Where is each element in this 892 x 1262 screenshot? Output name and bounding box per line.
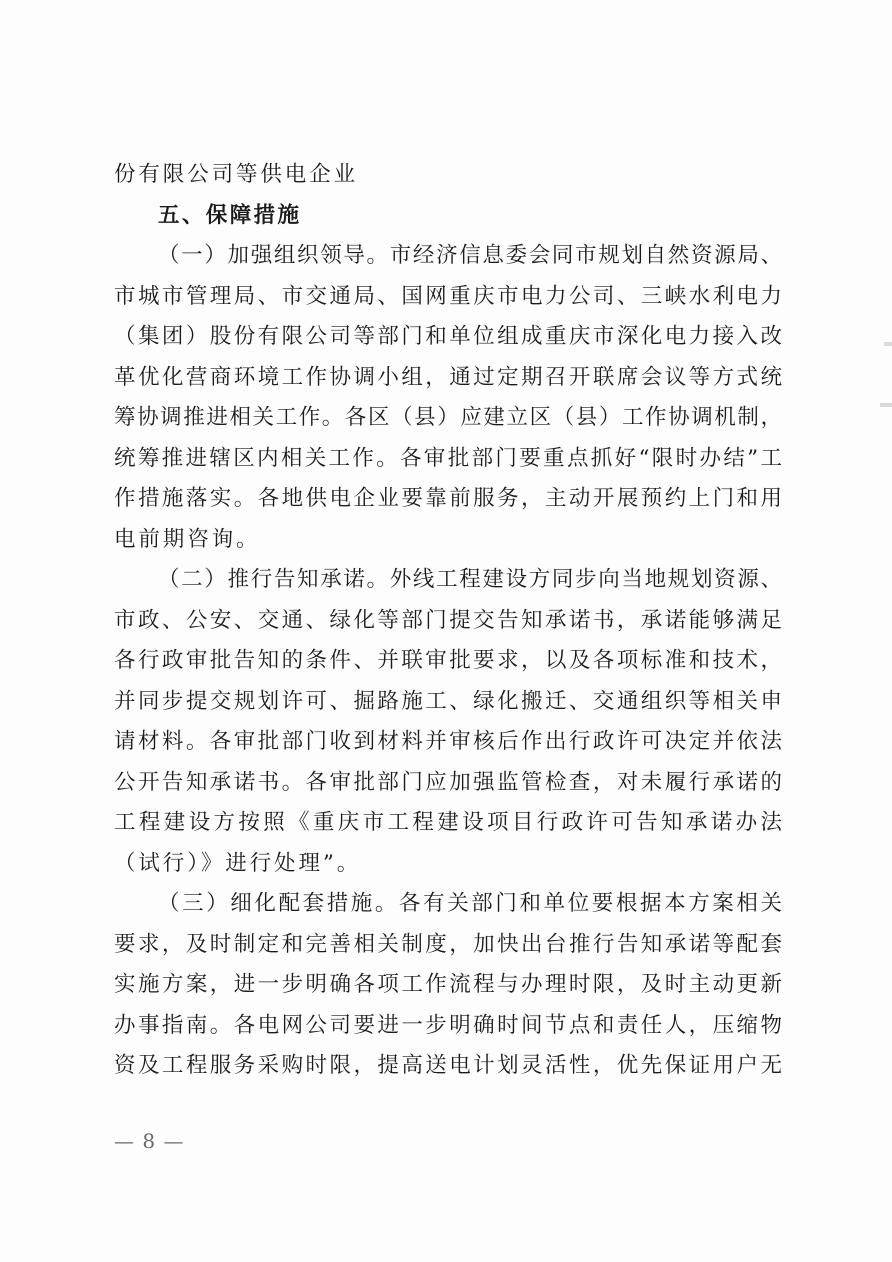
scan-edge-mark <box>884 342 892 346</box>
paragraph-line: 革优化营商环境工作协调小组，通过定期召开联席会议等方式统 <box>114 364 782 390</box>
paragraph-line: 公开告知承诺书。各审批部门应加强监管检查，对未履行承诺的 <box>114 769 782 795</box>
text-line: 份有限公司等供电企业 <box>114 162 359 187</box>
scan-edge-mark <box>880 403 892 407</box>
paragraph-line: 电前期咨询。 <box>114 526 261 552</box>
paragraph-line: 市政、公安、交通、绿化等部门提交告知承诺书，承诺能够满足 <box>114 607 782 633</box>
body-text <box>114 155 782 1087</box>
paragraph-line: 统筹推进辖区内相关工作。各审批部门要重点抓好“限时办结”工 <box>114 445 782 471</box>
paragraph-line: 并同步提交规划许可、掘路施工、绿化搬迁、交通组织等相关申 <box>114 688 782 714</box>
paragraph-line: 办事指南。各电网公司要进一步明确时间节点和责任人，压缩物 <box>114 1012 782 1038</box>
paragraph-line: （集团）股份有限公司等部门和单位组成重庆市深化电力接入改 <box>114 324 782 349</box>
paragraph-line: （试行）》进行处理”。 <box>114 850 362 876</box>
section-heading: 五、保障措施 <box>158 202 302 228</box>
paragraph-line: 各行政审批告知的条件、并联审批要求，以及各项标准和技术， <box>114 648 782 673</box>
paragraph-line: 实施方案，进一步明确各项工作流程与办理时限，及时主动更新 <box>114 972 782 997</box>
page-number: — 8 — <box>114 1129 185 1153</box>
paragraph-line: 要求，及时制定和完善相关制度，加快出台推行告知承诺等配套 <box>114 931 782 957</box>
paragraph-line: 工程建设方按照《重庆市工程建设项目行政许可告知承诺办法 <box>114 810 782 835</box>
paragraph-line: 筹协调推进相关工作。各区（县）应建立区（县）工作协调机制， <box>114 405 782 430</box>
paragraph-line: 请材料。各审批部门收到材料并审核后作出行政许可决定并依法 <box>114 729 782 754</box>
paragraph-line: （二）推行告知承诺。外线工程建设方同步向当地规划资源、 <box>158 567 782 592</box>
paragraph-line: 作措施落实。各地供电企业要靠前服务，主动开展预约上门和用 <box>114 486 782 511</box>
paragraph-line: 资及工程服务采购时限，提高送电计划灵活性，优先保证用户无 <box>114 1053 782 1078</box>
paragraph-line: 市城市管理局、市交通局、国网重庆市电力公司、三峡水利电力 <box>114 283 782 309</box>
paragraph-line: （三）细化配套措施。各有关部门和单位要根据本方案相关 <box>158 891 782 916</box>
paragraph-line: （一）加强组织领导。市经济信息委会同市规划自然资源局、 <box>158 243 782 268</box>
